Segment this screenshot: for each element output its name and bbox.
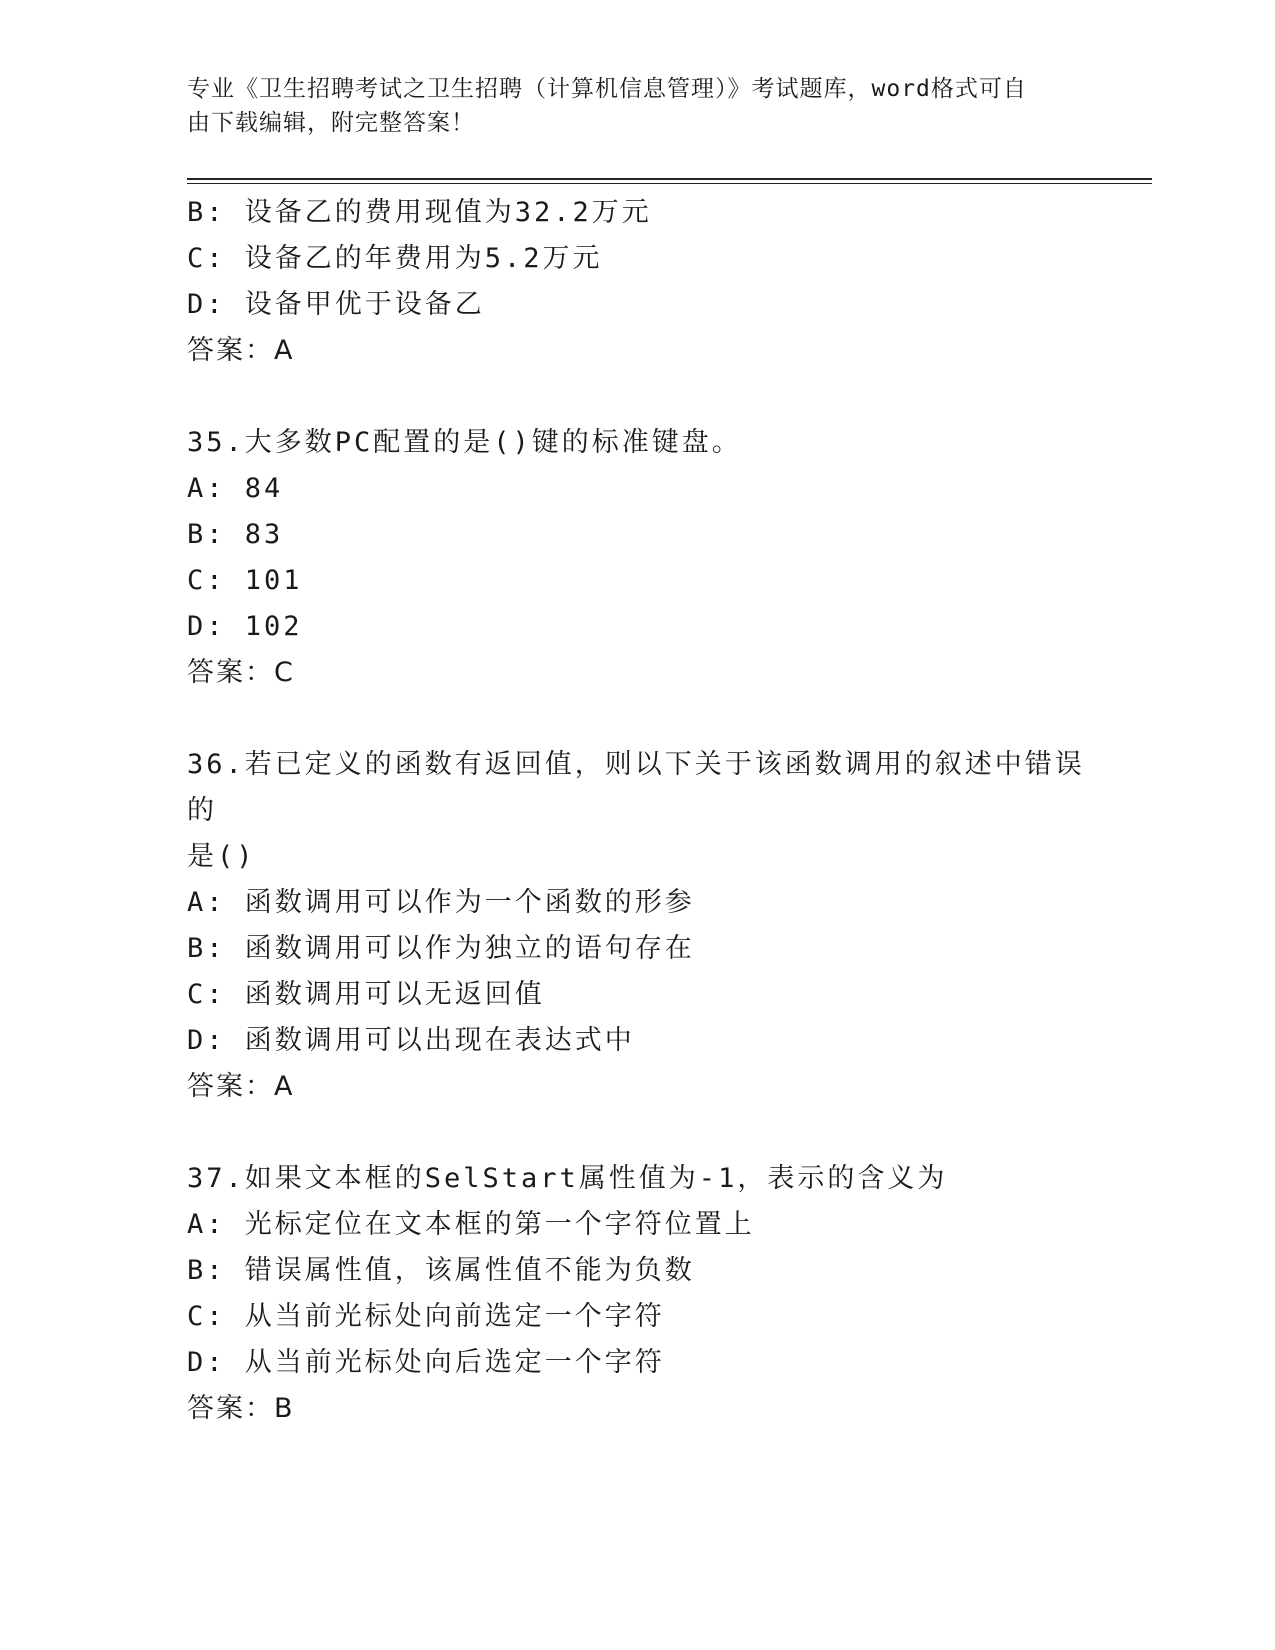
answer-line: 答案：A [187, 1071, 295, 1102]
header-divider [187, 178, 1152, 184]
question-text: 35.大多数PC配置的是()键的标准键盘。 [187, 427, 742, 458]
question-text: 37.如果文本框的SelStart属性值为-1，表示的含义为 [187, 1163, 948, 1194]
option-c: C: 函数调用可以无返回值 [187, 979, 545, 1010]
spacer [187, 374, 1087, 420]
header-line-2: 由下载编辑，附完整答案！ [187, 110, 475, 136]
question-block-34 [187, 190, 1087, 374]
option-b: B: 设备乙的费用现值为32.2万元 [187, 197, 652, 228]
option-c: C: 101 [187, 565, 303, 596]
question-block-35 [187, 420, 1087, 696]
option-b: B: 83 [187, 519, 284, 550]
spacer [187, 696, 1087, 742]
answer-line: 答案：A [187, 335, 295, 366]
option-a: A: 84 [187, 473, 284, 504]
answer-line: 答案：B [187, 1393, 295, 1424]
option-a: A: 函数调用可以作为一个函数的形参 [187, 887, 695, 918]
option-c: C: 设备乙的年费用为5.2万元 [187, 243, 603, 274]
option-b: B: 错误属性值，该属性值不能为负数 [187, 1255, 695, 1286]
option-d: D: 函数调用可以出现在表达式中 [187, 1025, 635, 1056]
header-line-1: 专业《卫生招聘考试之卫生招聘（计算机信息管理）》考试题库，word格式可自 [187, 76, 1027, 102]
option-d: D: 102 [187, 611, 303, 642]
option-d: D: 从当前光标处向后选定一个字符 [187, 1347, 665, 1378]
document-header [187, 72, 1067, 140]
option-d: D: 设备甲优于设备乙 [187, 289, 485, 320]
answer-line: 答案：C [187, 657, 295, 688]
question-block-37 [187, 1156, 1087, 1432]
question-list [187, 190, 1087, 1432]
question-text-line-1: 36.若已定义的函数有返回值，则以下关于该函数调用的叙述中错误的 [187, 749, 1085, 826]
option-b: B: 函数调用可以作为独立的语句存在 [187, 933, 695, 964]
spacer [187, 1110, 1087, 1156]
question-block-36 [187, 742, 1087, 1110]
option-a: A: 光标定位在文本框的第一个字符位置上 [187, 1209, 755, 1240]
question-text-line-2: 是() [187, 841, 256, 872]
option-c: C: 从当前光标处向前选定一个字符 [187, 1301, 665, 1332]
